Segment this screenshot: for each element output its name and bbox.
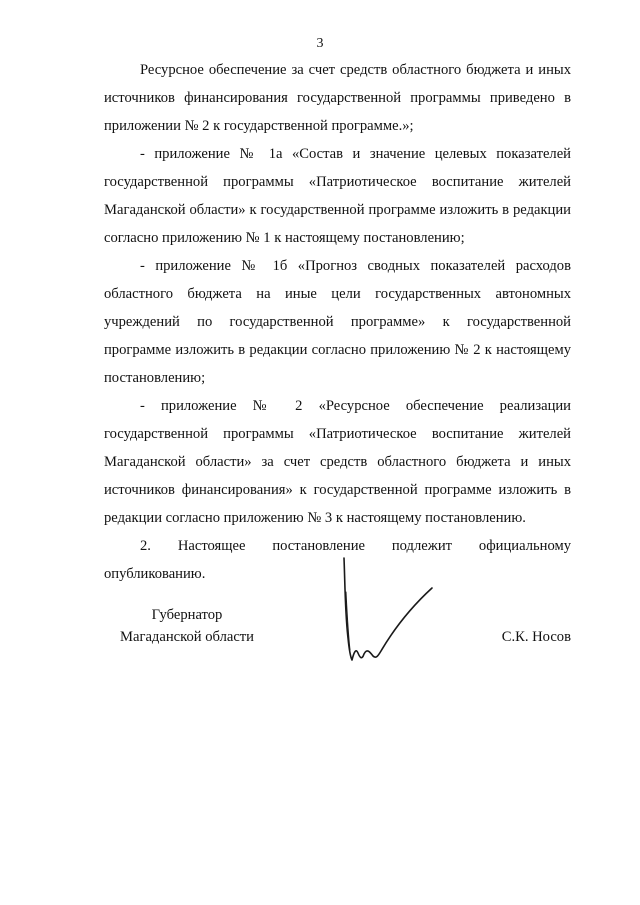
paragraph-appendix-1b: - приложение № 1б «Прогноз сводных показателей расходов областного бюджета на иные цели государственных автономных учреждений по государственной программе» к государственной программе изложить в редакции согласно приложению № 2 к настоящему постановлению;: [104, 258, 571, 386]
signature-block: [104, 604, 571, 684]
paragraph-appendix-2: - приложение № 2 «Ресурсное обеспечение реализации государственной программы «Патриотическое воспитание жителей Магаданской области» за счет средств областного бюджета и иных источников финансирования» к государственной программе изложить в редакции согласно приложению № 3 к настоящему постановлению.: [104, 398, 571, 526]
page-number: 3: [316, 36, 324, 51]
signer-position-line2: Магаданской области: [120, 629, 254, 645]
signer-name: С.К. Носов: [501, 629, 571, 645]
paragraph-resource-provision: Ресурсное обеспечение за счет средств областного бюджета и иных источников финансирования государственной программы приведено в приложении № 2 к государственной программе.»;: [104, 62, 571, 134]
document-body: [104, 56, 571, 588]
handwritten-signature-icon: [336, 552, 446, 670]
paragraph-publication: 2. Настоящее постановление подлежит официальному опубликованию.: [104, 538, 571, 582]
paragraph-appendix-1a: - приложение № 1а «Состав и значение целевых показателей государственной программы «Патриотическое воспитание жителей Магаданской области» к государственной программе изложить в редакции согласно приложению № 1 к настоящему постановлению;: [104, 146, 571, 246]
signer-position-line1: Губернатор: [151, 607, 223, 623]
signer-position: [104, 604, 270, 648]
